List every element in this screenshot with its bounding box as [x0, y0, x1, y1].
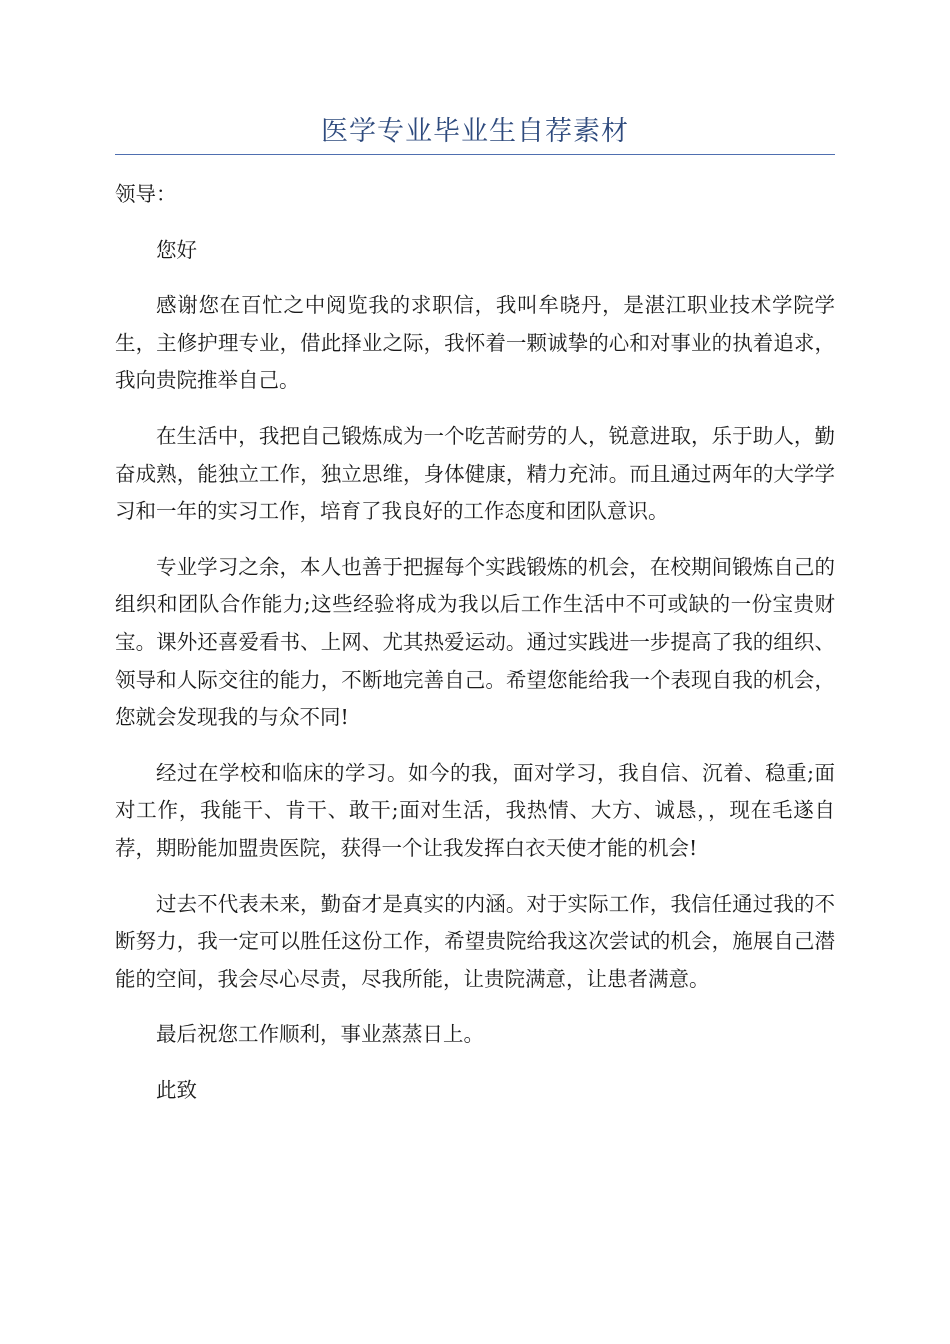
paragraph: 在生活中，我把自己锻炼成为一个吃苦耐劳的人，锐意进取，乐于助人，勤奋成熟，能独立工作，独立思维，身体健康，精力充沛。而且通过两年的大学学习和一年的实习工作，培育了我良好的工作态度和团队意识。 — [115, 423, 835, 524]
paragraph: 专业学习之余，本人也善于把握每个实践锻炼的机会，在校期间锻炼自己的组织和团队合作能力;这些经验将成为我以后工作生活中不可或缺的一份宝贵财宝。课外还喜爱看书、上网、尤其热爱运动。通过实践进一步提高了我的组织、领导和人际交往的能力，不断地完善自己。希望您能给我一个表现自我的机会，您就会发现我的与众不同! — [115, 554, 835, 730]
salutation: 领导： — [115, 182, 177, 206]
paragraph: 感谢您在百忙之中阅览我的求职信，我叫牟晓丹，是湛江职业技术学院学生，主修护理专业，借此择业之际，我怀着一颗诚挚的心和对事业的执着追求，我向贵院推举自己。 — [115, 293, 835, 393]
document-title: 医学专业毕业生自荐素材 — [321, 116, 629, 147]
greeting: 您好 — [156, 237, 197, 262]
title-underline — [115, 154, 835, 155]
closing: 此致 — [156, 1077, 197, 1102]
letter-body — [115, 176, 835, 1127]
paragraph: 经过在学校和临床的学习。如今的我，面对学习，我自信、沉着、稳重;面对工作，我能干、肯干、敢干;面对生活，我热情、大方、诚恳，，现在毛遂自荐，期盼能加盟贵医院，获得一个让我发挥白衣天使才能的机会! — [115, 760, 835, 860]
paragraph: 过去不代表未来，勤奋才是真实的内涵。对于实际工作，我信任通过我的不断努力，我一定可以胜任这份工作，希望贵院给我这次尝试的机会，施展自己潜能的空间，我会尽心尽责，尽我所能，让贵院满意，让患者满意。 — [115, 891, 835, 991]
closing-wish: 最后祝您工作顺利，事业蒸蒸日上。 — [156, 1022, 484, 1047]
